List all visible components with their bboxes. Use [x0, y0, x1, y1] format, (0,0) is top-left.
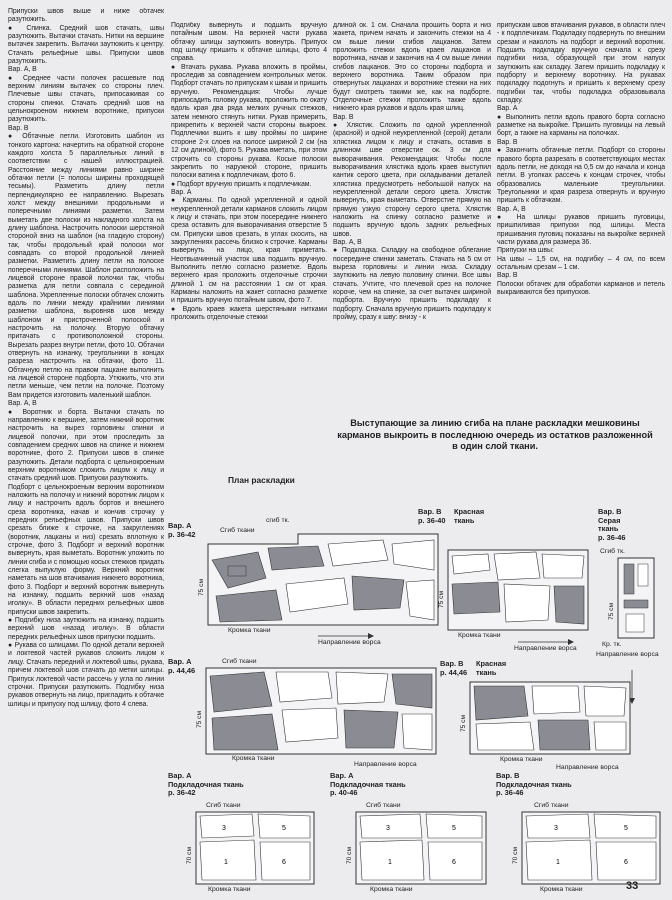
column-text: припускам швов втачивания рукавов, в области плеч - к подплечикам. Подкладку подвернуть по внешним срезам и наколоть на подборт и верхний воротник. Подшить подкладку вручную сначала к срезу подгибки низа, образующей при этом напуск заутюжить как складку. Затем пришить подкладку к подборту и верхнему воротнику. На рукавах подкладку подогнуть и пришить к верхнему срезу подгибки так, чтобы подкладка образовывала складку. Вар. А ● Выполнить петли вдоль правого борта согласно разметке на выкройке. Пришить пуговицы на левый борт, а также на карманы на полочках. Вар. В ● Закончить обтачные петли. Подборт со стороны правого борта разрезать в соответствующих местах вдоль петли, не доходя на 0,5 см до начала и конца петли. В уголках рассечь к концам строчек, чтобы образовались маленькие треугольники. Треугольники и края разреза отвернуть и вручную пришить к обтачкам. Вар. А, В ● На шлицы рукавов пришить пуговицы, пришпиливая припуски под шлицы. Места пришивания пуговиц показаны на выкройке верхней части рукава для размера 36. Припуски на швы: На швы – 1,5 см, на подгибку – 4 см, по всем остальным срезам – 1 см. Вар. В Полоски обтачек для обработки карманов и петель выкраиваются без припусков.: [497, 22, 665, 296]
svg-text:1: 1: [556, 859, 560, 866]
layout-drawing: [168, 772, 318, 900]
diagram-label: Вар. В р. 36-40: [418, 507, 446, 525]
text-column-3: [333, 22, 491, 412]
width-label: 75 см: [198, 579, 205, 596]
fold-label: Сгиб ткани: [206, 802, 241, 809]
fold-label-2: сгиб тк.: [266, 517, 290, 524]
fold-label: Сгиб ткани: [220, 527, 255, 534]
layout-drawing: [496, 772, 664, 900]
width-label: 75 см: [608, 603, 615, 620]
text-column-1: [8, 8, 164, 886]
lining-layout-var-b-36-46: [496, 772, 664, 900]
diagram-label: Вар. В р. 44,46: [440, 659, 468, 677]
fabric-label: Красная ткань: [476, 659, 507, 677]
page-number: 33: [626, 880, 639, 892]
svg-text:5: 5: [624, 825, 628, 832]
selvage-label: Кромка ткани: [232, 755, 275, 762]
selvage-label: Кромка ткани: [228, 627, 271, 634]
text-column-2: [171, 22, 327, 412]
layout-drawing: [168, 500, 440, 650]
layout-drawing: [330, 772, 490, 900]
svg-text:3: 3: [222, 825, 226, 832]
diagram-label: Вар. А Подкладочная ткань р. 40-46: [330, 771, 406, 797]
diagram-label: Вар. А р. 36-42: [168, 521, 196, 539]
diagram-label: Вар. В Серая ткань р. 36-46: [598, 507, 626, 542]
lining-layout-var-a-40-46: [330, 772, 490, 900]
nap-direction-label: Направление ворса: [354, 761, 417, 768]
svg-text:6: 6: [452, 859, 456, 866]
svg-text:1: 1: [224, 859, 228, 866]
fold-label: Сгиб тк.: [600, 548, 625, 555]
fabric-label: Красная ткань: [454, 507, 485, 525]
layout-diagram-var-b-red-44-46: [440, 660, 636, 776]
svg-text:3: 3: [554, 825, 558, 832]
selvage-label: Кромка ткани: [370, 886, 413, 893]
selvage-label: Кр. тк.: [602, 641, 622, 648]
svg-text:3: 3: [386, 825, 390, 832]
layout-heading: Выступающие за линию сгиба на плане раскладки мешковины карманов выкроить в последнюю очередь из остатков разложенной в один слой ткани.: [337, 418, 653, 451]
svg-text:6: 6: [282, 859, 286, 866]
lining-layout-var-a-36-42: [168, 772, 318, 900]
width-label: 75 см: [460, 715, 467, 732]
width-label: 70 см: [186, 847, 193, 864]
svg-text:5: 5: [282, 825, 286, 832]
width-label: 70 см: [346, 847, 353, 864]
fold-label: Сгиб ткани: [222, 658, 257, 665]
diagram-label: Вар. А Подкладочная ткань р. 36-42: [168, 771, 244, 797]
column-text: Подгибку вывернуть и подшить вручную потайным швом. На верхней части рукава обтачку шлицы заутюжить вовнутрь. Припуск под шлицу пришить к обтачке шлицы, фото 4 справа. ● Втачать рукава. Рукава вложить в проймы, проследив за совпадением контрольных меток. Подборт стачать по припускам к швам и пришить вручную. Рекомендация: Чтобы лучше припосадить головку рукава, проложить по окату вдоль края два ряда мелких ручных стежков, затем немного стянуть нитки. Рукав примерить, прикрепить к верхней части стороны выкроек. Подплечики вшить к шву проймы по ширине стороне 2-х слоев на полосе шириной 2 см (на 12 см длиной), фото 5. Рукава вметать, при этом строчить со стороны рукава. Косые полоски закрепить по наружной стороне, пришить полоски ватина к подплечикам, фото 6. ● Подборт вручную пришить к подплечикам. Вар. А ● Карманы. По одной укрепленной и одной неукрепленной детали карманов сложить лицом к лицу и стачать, при этом посередине нижнего среза оставить для выворачивания отверстие 5 см. Припуски швов срезать, в углах скосить, на закруглениях рассечь близко к строчке. Карманы вывернуть на лицо, края приметать. Неотвыачинный участок шва подшить вручную. Выполнить петлю согласно разметке. Вдоль верхнего края проложить отделочные строчки длиной 1 см на расстоянии 1 см от края. Карманы наложить на жакет согласно разметке и пришить вручную потайным швом, фото 7. ● Вдоль краев жакета шерстяными нитками проложить отделочные стежки: [171, 22, 327, 322]
selvage-label: Кромка ткани: [500, 756, 543, 763]
diagram-label: Вар. В Подкладочная ткань р. 36-46: [496, 771, 572, 797]
selvage-label: Кромка ткани: [208, 886, 251, 893]
selvage-label: Кромка ткани: [458, 632, 501, 639]
nap-direction-label: Направление ворса: [596, 651, 659, 658]
fold-label: Сгиб ткани: [366, 802, 401, 809]
nap-direction-label: Направление ворса: [318, 639, 381, 646]
width-label: 75 см: [196, 711, 203, 728]
column-text: длиной ок. 1 см. Сначала прошить борта и низ жакета, причем начать и закончить стежки на 4 см выше линии сгибов лацканов. Затем проложить стежки вдоль краев лацканов и воротника, начав и закончив на 4 см выше линии сгибов лацканов. Это со стороны подборта и верхнего воротника. Таким образом при отвернутых лацканах и воротнике стежки на них будут смотреть такими же, как на подборте. Отделочные стежки проложить также вдоль нижнего края рукавов и вдоль края шлиц. Вар. В ● Хлястик. Сложить по одной укрепленной (красной) и одной неукрепленной (серой) детали хлястика лицом к лицу и стачать, оставив в длинном шве отверстие ок. 3 см для выворачивания. Рекомендация: Чтобы после выворачивания хлястика вдоль краев выступил кантик серого цвета, при складывании деталей хлястика предусмотреть небольшой напуск на неукрепленной детали серого цвета. Хлястик вывернуть, края выметать. Отверстие прямую на прямую узкую сторону серого цвета. Хлястик наложить на спинку согласно разметке и подшить вручную вдоль задних рельефных швов. Вар. А, В ● Подкладка. Складку на свободное облегание посередине спинки заметать. Стачать на 5 см от выреза горловины и линии низа. Складку заутюжить на левую половину спинки. Все швы стачать. Учтите, что плечевой срез на полочке короче, чем на спинке, за счет вытачек шириной подборта. Вручную пришить подкладку к подборту. Сначала вручную пришить подкладку к пройму, сразу к шву: внизу - к: [333, 22, 491, 322]
nap-direction-label: Направление ворса: [514, 645, 577, 652]
fold-label: Сгиб ткани: [534, 802, 569, 809]
nap-direction-label: Направление ворса: [556, 764, 619, 771]
svg-text:1: 1: [388, 859, 392, 866]
layout-diagram-var-a-44-46: [168, 658, 440, 770]
svg-text:5: 5: [452, 825, 456, 832]
selvage-label: Кромка ткани: [540, 886, 583, 893]
diagram-label: Вар. А р. 44,46: [168, 657, 196, 675]
column-text: Припуски швов выше и ниже обтачек разутюжить. ● Спинка. Средний шов стачать, швы разутюжить. Вытачки стачать. Нитки на вершине вытачек закрепить. Вытачки заутюжить к центру. Стачать рельефные швы. Припуски швов разутюжить. Вар. А, В ● Среднее части полочек расшевьте под верхним линиям вытачек со стороны плеч. Плечевые швы стачать, припосаживая со стороны спинки. Стачать средний шов на цельнокроеном нижнем воротнике, припуски разутюжить. Вар. В ● Обтачные петли. Изготовить шаблон из тонкого картона: начертить на обратной стороне каждого холста 5 параллельных линий в соответствии с нашей иллюстрацией. Расстояние между линиями равно ширине обтачки петли (= полосы ширины проходящей тесьмы). Разметить длину петли перпендикулярно ее направлению. Вырезать холст между внешними продольными и поперечными линиями разметки. Затем выметать две полоски из накладного холста на длину шаблона. Настрочить полоски шерстяной стороной вниз на шаблон (на гладкую сторону) так, чтобы продольный край полоски мог совпадать со второй продольной линией разметки. Разметить длину петли на полоске поперечными линиями. Шаблон расположить на лицевой стороне правой полочки так, чтобы разметка для петли совпала с серединой шаблона. Укрепленные полоски обтачек сложить вдоль по линии между крайними линиями разметки шаблона, выровняв шов между шаблоном и пристроченной полоской и настрочить на полочку. Вторую обтачку притачать с противоположной стороны. Вырезать разрез внутри петли, фото 10. Обтачки отвернуть на изнанку, треугольники в концах разреза настрочить на обтачки, фото 11. Обтачную петлю на правом пацкане выполнить на лицевой стороне подборта. Утюжить, что эти петли меньше, чем петли на полочке. Поэтому Вам придется изготовить маленький шаблон. Вар. А, В ● Воротник и борта. Вытачки стачать по направлению к вершине, затем нижний воротник настрочить на вырез горловины спинки и лицевой полочки, при этом проследить за совпадением средних швов на спинке и нижнем воротнике, фото 2. Припуски швов в спинке разутюжить. Детали подборта с цельнокроеным верхним воротником сложить лицом к лицу и стачать средний шов. Припуски разутюжить. Подборт с цельнокроеным верхним воротником наложить на полочку и нижний воротник лицом к лицу и настрочить вдоль бортов и внешнего среза воротника, начав и кончив строчку у передних рельефных швов. Припуски швов срезать ближе к строчке, на закруглениях (воротник, лацканы и низ) срезать вплотную к строчке, фото 3. Подборт и верхний воротник вывернуть, края выметать. Воротник уложить по линии сгиба и с помощью косых стежков придать слегка выпуклую форму. Верхний воротник наметать на шов втачивания нижнего воротника, фото 3. Подборт и верхний воротник вывернуть на изнанку, подшить верхний шов «назад иголку». В области передних рельефных швов припуски швов закрепить. ● Подгибку низа заутюжить на изнанку, подшить верхний шов «назад иголку». В области передних рельефных швов припуски подшить. ● Рукава со шлицами. По одной детали верхней и локтевой частей рукавов сложить лицом к лицу. Стачать передний и локтевой швы, рукава, причем локтевой шов стачать до метки шлицы. Припуск локтевой части рассечь у угла по линии строчки. Припуски разутюжить. Подгибку низа рукавов отвернуть на лицо, пригладить к обтачке шлицы и припуску под шлицу, фото 4 слева.: [8, 8, 164, 708]
width-label: 75 см: [438, 591, 445, 608]
layout-drawing: [418, 508, 594, 653]
plan-title: План раскладки: [228, 475, 295, 485]
width-label: 70 см: [512, 847, 519, 864]
text-column-4: [497, 22, 665, 412]
layout-diagram-var-a-36-42: [168, 500, 440, 650]
svg-text:6: 6: [624, 859, 628, 866]
layout-drawing: [168, 658, 440, 770]
layout-diagram-var-b-red-36-40: [418, 508, 594, 653]
